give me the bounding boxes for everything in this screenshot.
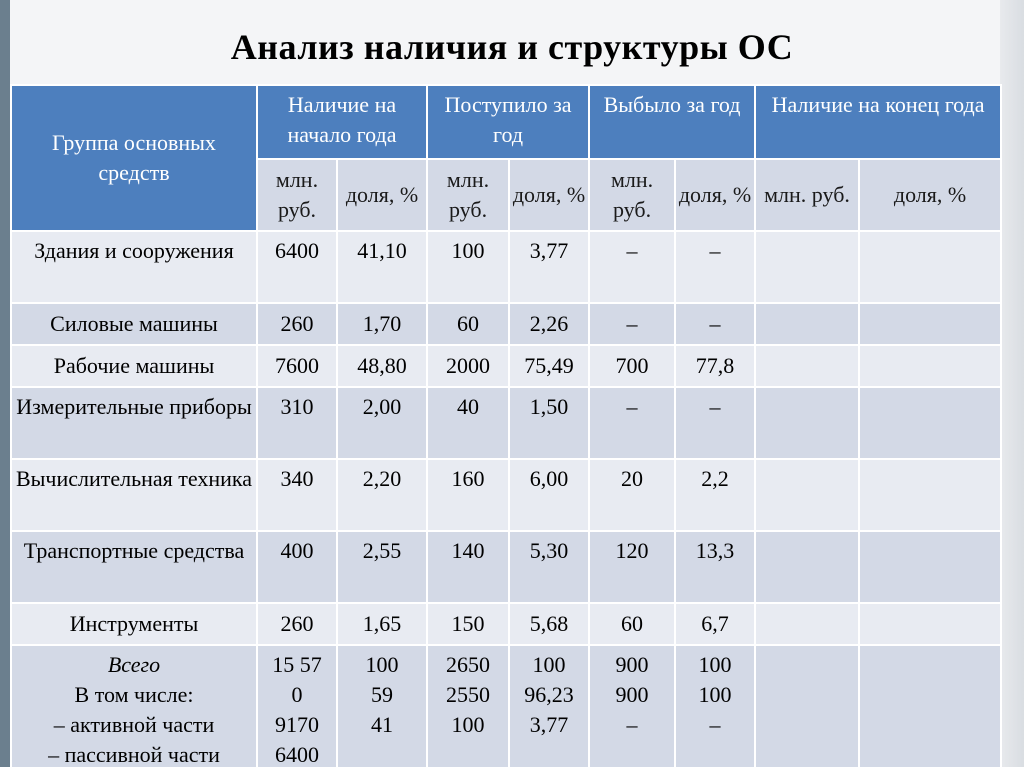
cell: 40	[427, 387, 509, 459]
cell: 260	[257, 603, 337, 645]
cell	[675, 645, 755, 767]
cell-line: 100	[698, 652, 732, 677]
cell: 5,30	[509, 531, 589, 603]
cell-line: –	[709, 712, 721, 737]
cell-line: 100	[532, 652, 566, 677]
cell: 75,49	[509, 345, 589, 387]
cell	[509, 645, 589, 767]
row-name: Силовые машины	[11, 303, 257, 345]
header-start-of-year: Наличие на начало года	[257, 85, 427, 159]
cell: 260	[257, 303, 337, 345]
cell	[427, 645, 509, 767]
cell: 150	[427, 603, 509, 645]
total-labels	[11, 645, 257, 767]
cell-line: 15 57	[272, 652, 322, 677]
cell: –	[589, 387, 675, 459]
cell: 120	[589, 531, 675, 603]
cell	[859, 645, 1001, 767]
cell: –	[589, 303, 675, 345]
cell: 60	[589, 603, 675, 645]
cell-line: 41	[371, 712, 393, 737]
cell	[755, 645, 859, 767]
unit-share-received: доля, %	[509, 159, 589, 231]
cell: 3,77	[509, 231, 589, 303]
cell: 6,00	[509, 459, 589, 531]
cell	[755, 303, 859, 345]
row-name: Здания и сооружения	[11, 231, 257, 303]
cell: 13,3	[675, 531, 755, 603]
fixed-assets-table	[10, 84, 1002, 767]
cell: 2000	[427, 345, 509, 387]
cell	[337, 645, 427, 767]
table-row	[11, 531, 1001, 603]
total-label: Всего	[107, 652, 161, 677]
row-name: Транспортные средства	[11, 531, 257, 603]
cell: –	[675, 231, 755, 303]
cell: 1,65	[337, 603, 427, 645]
cell: 6,7	[675, 603, 755, 645]
cell	[859, 531, 1001, 603]
table-row	[11, 231, 1001, 303]
cell-line: 900	[615, 652, 649, 677]
cell: 2,2	[675, 459, 755, 531]
unit-mln-disposed: млн. руб.	[589, 159, 675, 231]
cell: 160	[427, 459, 509, 531]
cell	[859, 459, 1001, 531]
unit-mln-received: млн. руб.	[427, 159, 509, 231]
row-name: Вычислительная техника	[11, 459, 257, 531]
cell-line: 100	[698, 682, 732, 707]
table-row	[11, 345, 1001, 387]
cell: –	[589, 231, 675, 303]
cell	[755, 531, 859, 603]
header-group-column: Группа основных средств	[11, 85, 257, 231]
cell-line: 100	[365, 652, 399, 677]
cell	[755, 603, 859, 645]
cell	[755, 231, 859, 303]
cell	[755, 345, 859, 387]
cell	[859, 603, 1001, 645]
cell-line: 2650	[446, 652, 491, 677]
unit-share-end: доля, %	[859, 159, 1001, 231]
cell-line: 2550	[446, 682, 491, 707]
cell: –	[675, 387, 755, 459]
cell	[859, 231, 1001, 303]
page-title: Анализ наличия и структуры ОС	[230, 27, 794, 67]
table-row-total	[11, 645, 1001, 767]
cell	[589, 645, 675, 767]
cell: 77,8	[675, 345, 755, 387]
active-part-label: – активной части	[53, 712, 215, 737]
including-label: В том числе:	[74, 682, 194, 707]
right-decoration-strip	[1000, 0, 1024, 767]
cell-line: 6400	[275, 742, 319, 767]
cell: 1,70	[337, 303, 427, 345]
cell: 2,26	[509, 303, 589, 345]
cell: 140	[427, 531, 509, 603]
table-row	[11, 387, 1001, 459]
cell: 700	[589, 345, 675, 387]
cell: 340	[257, 459, 337, 531]
cell-line: 9170	[275, 712, 319, 737]
cell: 2,20	[337, 459, 427, 531]
row-name: Инструменты	[11, 603, 257, 645]
cell: 2,55	[337, 531, 427, 603]
cell: 20	[589, 459, 675, 531]
unit-mln-start: млн. руб.	[257, 159, 337, 231]
header-received: Поступило за год	[427, 85, 589, 159]
cell: 60	[427, 303, 509, 345]
cell	[859, 387, 1001, 459]
cell-line: –	[626, 712, 638, 737]
cell	[257, 645, 337, 767]
header-end-of-year: Наличие на конец года	[755, 85, 1001, 159]
row-name: Измерительные приборы	[11, 387, 257, 459]
left-accent-strip	[0, 0, 10, 767]
cell: 400	[257, 531, 337, 603]
unit-share-start: доля, %	[337, 159, 427, 231]
cell: 2,00	[337, 387, 427, 459]
passive-part-label: – пассивной части	[48, 742, 220, 767]
cell-line: 59	[371, 682, 393, 707]
cell: 7600	[257, 345, 337, 387]
unit-mln-end: млн. руб.	[755, 159, 859, 231]
cell-line: 100	[451, 712, 485, 737]
cell	[859, 345, 1001, 387]
cell-line: 96,23	[524, 682, 574, 707]
cell: 310	[257, 387, 337, 459]
cell: 5,68	[509, 603, 589, 645]
cell	[755, 459, 859, 531]
cell-line: 0	[291, 682, 303, 707]
table-row	[11, 603, 1001, 645]
cell: 100	[427, 231, 509, 303]
cell: –	[675, 303, 755, 345]
header-disposed: Выбыло за год	[589, 85, 755, 159]
cell: 48,80	[337, 345, 427, 387]
table-row	[11, 303, 1001, 345]
cell: 41,10	[337, 231, 427, 303]
cell-line: 3,77	[529, 712, 569, 737]
cell-line: 900	[615, 682, 649, 707]
cell: 6400	[257, 231, 337, 303]
cell	[859, 303, 1001, 345]
row-name: Рабочие машины	[11, 345, 257, 387]
cell	[755, 387, 859, 459]
unit-share-disposed: доля, %	[675, 159, 755, 231]
cell: 1,50	[509, 387, 589, 459]
table-row	[11, 459, 1001, 531]
